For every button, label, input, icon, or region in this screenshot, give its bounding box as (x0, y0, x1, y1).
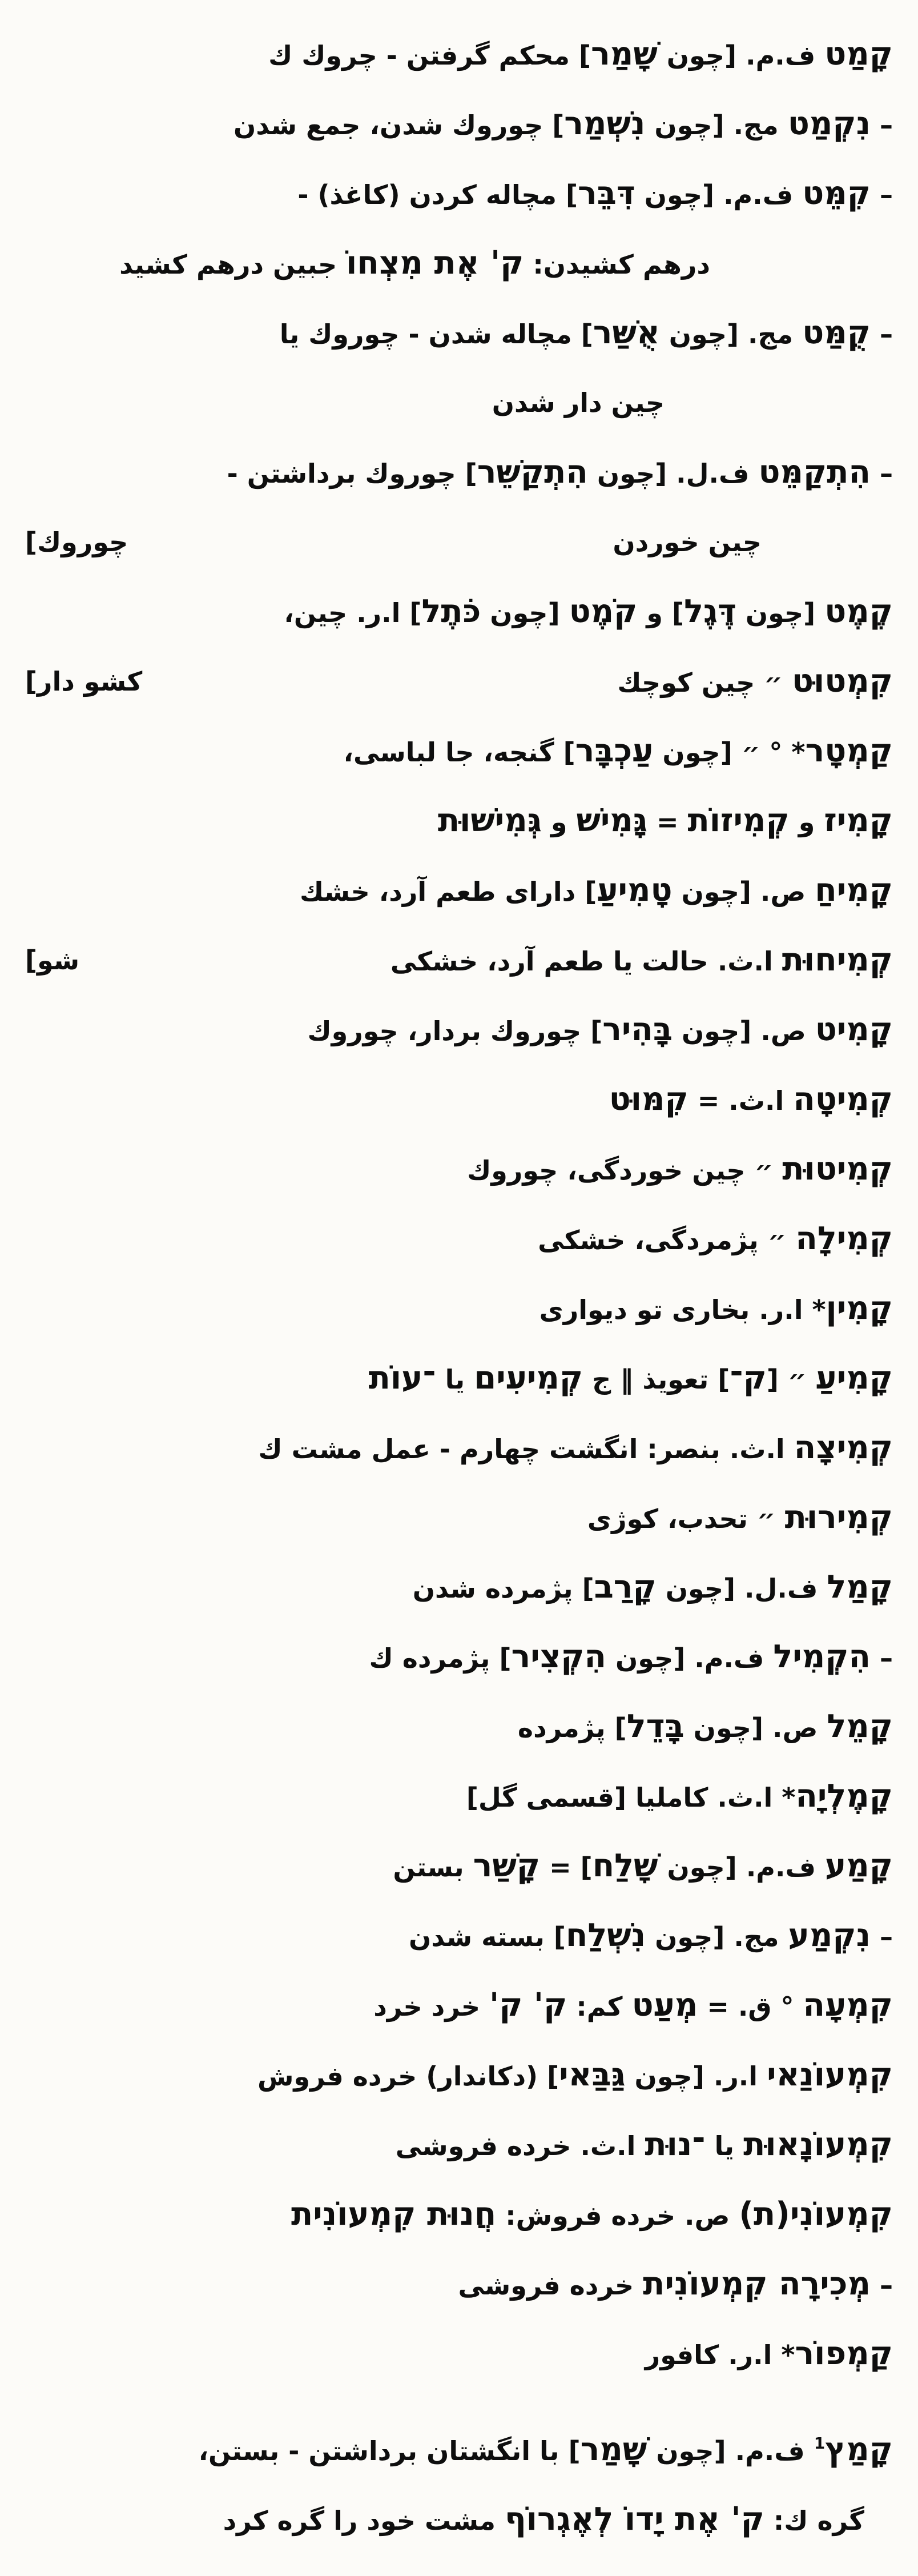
hebrew-text: נִשְׁלַח (565, 1917, 646, 1954)
hebrew-text: קָמִיעַ (815, 1359, 893, 1397)
hebrew-text: קָמַע (824, 1847, 893, 1884)
entry-line (25, 2110, 893, 2180)
persian-text: ] تعويذ ‖ ج (583, 1364, 730, 1395)
persian-text: ״ پژمردگى، خشكى (538, 1225, 796, 1255)
persian-text: ا.ث. خرده فروشى (395, 2130, 645, 2161)
entry-line (25, 1692, 893, 1762)
continuation-line (25, 507, 893, 577)
persian-text: ص. [چون (672, 876, 815, 907)
hebrew-text: כֹּתֶל (421, 593, 481, 630)
hebrew-text: קַמְטָר (805, 732, 893, 769)
hebrew-text: קַמְפוֹר (795, 2335, 893, 2372)
hebrew-text: דֶּגֶל (684, 593, 736, 630)
persian-text: بستن (393, 1852, 473, 1883)
hebrew-text: קָמַל (827, 1568, 893, 1606)
persian-text: مج. [چون (646, 1921, 788, 1952)
persian-text: ] با انگشتان برداشتن - بستن، (198, 2435, 581, 2466)
hebrew-text: קְמִיעִים (474, 1359, 583, 1397)
hebrew-text: קִמְעָה (803, 1987, 893, 2024)
persian-text: ص. [چون (684, 1712, 827, 1743)
entry-line (25, 1343, 893, 1413)
persian-text: = (647, 806, 688, 837)
persian-text: ] = (540, 1852, 593, 1883)
persian-text: گره ك: (764, 2505, 864, 2536)
entry-line (25, 1413, 893, 1483)
persian-text: ״ چين خوردگى، چوروك (467, 1155, 783, 1186)
persian-text: ] بسته شدن (409, 1921, 566, 1952)
entry-line (25, 2249, 893, 2319)
hebrew-text: הִקְמִיל (773, 1638, 871, 1675)
hebrew-text: קְמִירוּת (784, 1499, 893, 1536)
hebrew-text: קְמִילָה (795, 1220, 893, 1257)
persian-text: – (870, 1643, 893, 1674)
hebrew-text: קָמִיחַ (815, 872, 893, 909)
hebrew-text: מְעַט (631, 1987, 698, 2024)
persian-text: – (870, 2270, 893, 2301)
entry-line (25, 925, 893, 995)
persian-text: خرد خرد (373, 1991, 490, 2022)
hebrew-text: ק' אֶת מִצְחוֹ (346, 244, 524, 282)
hebrew-text: אֻשַּׁר (593, 314, 660, 351)
hebrew-text: דִּבֵּר (577, 175, 635, 212)
page-body (25, 19, 893, 2554)
entry-line (25, 1831, 893, 1901)
persian-text: ] محكم گرفتن - چروك ك (268, 40, 591, 71)
entry-line (25, 1065, 893, 1134)
entry-line (25, 1483, 893, 1552)
hebrew-text: ק' אֶת יָדוֹ לְאֶגְרוֹף (504, 2501, 764, 2538)
persian-text: كم: (567, 1991, 632, 2022)
entry-line (25, 89, 893, 159)
hebrew-text: קְמִיזוֹת (687, 802, 790, 839)
persian-text: خرده فروشى (458, 2270, 643, 2301)
persian-text: ] چوروك بردار، چوروك (307, 1016, 603, 1046)
entry-line (25, 1552, 893, 1622)
persian-text: ص. خرده فروش: (496, 2200, 739, 2231)
persian-text: ف.م. [چون (658, 1852, 825, 1883)
hebrew-text: גָּמִישׁ (576, 802, 647, 839)
persian-text: ] پژمرده (517, 1712, 627, 1743)
hebrew-text: נִקְמַע (788, 1917, 871, 1954)
hebrew-text: ־עוֹת (368, 1359, 436, 1397)
persian-text: ״ چين كوچك (617, 667, 792, 698)
persian-text: ف.ل. [چون (656, 1573, 827, 1604)
persian-text: * ° ״ [چون (653, 737, 806, 768)
entry-line (25, 1204, 893, 1274)
persian-text: ف.م. [چون (657, 40, 825, 71)
hebrew-text: טָמִיעַ (597, 872, 673, 909)
entry-line (25, 716, 893, 786)
persian-text: ف.م. [چون (635, 179, 803, 210)
persian-text: [چون (736, 597, 825, 628)
persian-text: [چون (481, 597, 569, 628)
entry-line (25, 1622, 893, 1692)
persian-text: * ا.ث. كامليا [قسمى گل] (466, 1782, 796, 1813)
entry-line (25, 647, 893, 716)
hebrew-text: קִמְטוּט (791, 663, 893, 700)
hebrew-text: קָמֶלְיָה (795, 1777, 893, 1815)
hebrew-text: מְכִירָה קִמְעוֹנִית (643, 2265, 871, 2302)
persian-text: – (870, 458, 893, 489)
persian-text: ] چوروك برداشتن - (227, 458, 477, 489)
persian-text: – (870, 1921, 893, 1952)
entry-line (25, 2040, 893, 2110)
persian-text: ف.م. [چون (647, 2435, 814, 2466)
persian-text: مج. [چون (659, 319, 803, 350)
hebrew-text: חֲנוּת קִמְעוֹנִית (291, 2196, 497, 2233)
hebrew-text: קְמִיצָה (794, 1429, 893, 1466)
persian-text: ״ [ (766, 1364, 816, 1395)
persian-text: ] پژمرده شدن (412, 1573, 594, 1604)
hebrew-text: בָּדֵל (626, 1708, 685, 1745)
hebrew-text: קְמִיטָה (793, 1081, 893, 1118)
entry-line (25, 2180, 893, 2249)
persian-text: – (870, 319, 893, 350)
hebrew-text: קָמִיט (815, 1011, 893, 1048)
hebrew-text: קָמִיז (824, 802, 893, 839)
persian-text: مج. [چون (645, 110, 788, 141)
hebrew-text: קֶמֶט (824, 593, 893, 630)
persian-text: ص. [چون (673, 1016, 815, 1046)
hebrew-text: הִתְקַמֵּט (758, 454, 871, 491)
persian-text: ] چوروك شدن، جمع شدن (233, 110, 565, 141)
entry-line (25, 2415, 893, 2485)
persian-text: و (541, 806, 577, 837)
entry-line (25, 159, 893, 228)
superscript-number: 1 (814, 2434, 826, 2453)
hebrew-text: קָמֵל (827, 1708, 893, 1745)
entry-line (25, 856, 893, 925)
continuation-line (25, 2485, 893, 2554)
hebrew-text: ק' ק' (489, 1987, 567, 2024)
persian-text: ف.ل. [چون (587, 458, 759, 489)
hebrew-text: נִקְמַט (787, 105, 871, 142)
persian-text: ] گنجه، جا لباسى، (343, 737, 575, 768)
hebrew-text: ק־ (730, 1359, 767, 1397)
persian-text: يا (705, 2130, 744, 2161)
persian-text: ] مچاله كردن (كاغذ) - (297, 179, 578, 210)
entry-line (25, 19, 893, 89)
hebrew-text: קִמְעוֹנַאי (767, 2056, 893, 2093)
entry-line (25, 438, 893, 507)
hebrew-text: קֹמֶט (569, 593, 638, 630)
persian-text: ] ا.ر. چين، (284, 597, 422, 628)
hebrew-text: קָמַץ (825, 2431, 893, 2468)
persian-text: ] (دكاندار) خرده فروش (257, 2061, 559, 2092)
hebrew-text: שָׁמַר (591, 35, 658, 73)
hebrew-text: בָּהִיר (602, 1011, 673, 1048)
hebrew-text: קִמְעוֹנָאוּת (743, 2126, 893, 2163)
entry-line (25, 298, 893, 368)
persian-text: ] مچاله شدن - چوروك يا (279, 319, 593, 350)
hebrew-text: קְמִיחוּת (782, 941, 893, 978)
persian-text: * ا.ر. بخارى تو ديوارى (539, 1294, 826, 1325)
hebrew-text: נִשְׁמַר (564, 105, 646, 142)
entry-line (25, 1274, 893, 1343)
entry-line (25, 1134, 893, 1204)
hebrew-text: קָמִין (826, 1290, 893, 1327)
persian-text: ° ق. = (698, 1991, 803, 2022)
persian-text: چين خوردن (613, 527, 762, 557)
persian-text: ا.ر. [چون (625, 2061, 767, 2092)
hebrew-text: הִקְצִיר (511, 1638, 606, 1675)
entry-line (25, 1901, 893, 1971)
entry-line (25, 995, 893, 1065)
hebrew-text: קִמְעוֹנִי(ת) (739, 2196, 893, 2233)
persian-text: جبين درهم كشيد (119, 249, 347, 280)
runover-catchword: چوروك] (25, 527, 128, 557)
hebrew-text: קְמִיטוּת (782, 1150, 893, 1187)
persian-text: ] پژمرده ك (369, 1643, 512, 1674)
entry-line (25, 577, 893, 647)
persian-text: و (789, 806, 824, 837)
runover-catchword: شو] (25, 945, 80, 976)
hebrew-text: הִתְקַשֵּׁר (477, 454, 588, 491)
persian-text: ] و (637, 597, 685, 628)
hebrew-text: שָׁלַח (592, 1847, 658, 1884)
hebrew-text: קָרַב (594, 1568, 657, 1606)
persian-text: – (870, 179, 893, 210)
hebrew-text: שָׁמַר (580, 2431, 647, 2468)
persian-text: ف.م. [چون (606, 1643, 774, 1674)
persian-text: ا.ث. حالت يا طعم آرد، خشكى (390, 946, 782, 977)
hebrew-text: גַּבַּאי (559, 2056, 626, 2093)
hebrew-text: קָמַט (824, 35, 893, 73)
hebrew-text: קִמֵּט (802, 175, 871, 212)
hebrew-text: קִמּוּט (609, 1081, 688, 1118)
hebrew-text: עַכְבָּר (575, 732, 654, 769)
persian-text: ] داراى طعم آرد، خشك (299, 876, 597, 907)
entry-line (25, 2319, 893, 2389)
persian-text: ״ تحدب، كوژى (587, 1503, 785, 1534)
persian-text: ا.ث. بنصر: انگشت چهارم - عمل مشت ك (258, 1434, 794, 1464)
hebrew-text: גְּמִישׁוּת (437, 802, 542, 839)
entry-line (25, 786, 893, 856)
hebrew-text: ־נוּת (645, 2126, 706, 2163)
continuation-line (25, 368, 893, 438)
hebrew-text: קֻמַּט (802, 314, 871, 351)
persian-text: * ا.ر. كافور (645, 2340, 795, 2370)
persian-text: ا.ث. = (688, 1085, 794, 1116)
entry-line (25, 1762, 893, 1831)
persian-text: درهم كشيدن: (524, 249, 710, 280)
persian-text: مشت خود را گره كرد (223, 2505, 505, 2536)
persian-text: يا (436, 1364, 474, 1395)
hebrew-text: קָשַׁר (473, 1847, 541, 1884)
persian-text: – (870, 110, 893, 141)
entry-line (25, 1971, 893, 2040)
continuation-line (25, 228, 893, 298)
runover-catchword: كشو دار] (25, 666, 143, 697)
persian-text: چين دار شدن (492, 387, 665, 418)
